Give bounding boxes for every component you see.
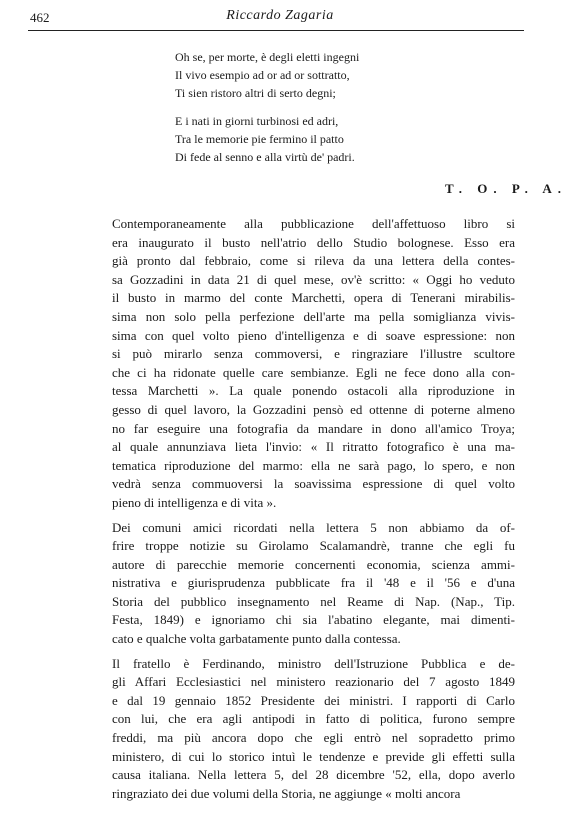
page-header: [30, 6, 530, 28]
text-line: e dal 19 gennaio 1852 Presidente dei ministri. I rapporti di Carlo: [112, 692, 515, 708]
poem: [175, 48, 359, 176]
text-line: tessa Marchetti ». La quale ponendo ostacoli alla riproduzione in: [112, 383, 515, 399]
text-line: frire troppe notizie su Girolamo Scalamandrè, tranne che egli fu: [112, 538, 515, 554]
text-line: pieno di intelligenza e di vita ».: [112, 494, 277, 510]
header-rule: [28, 30, 524, 31]
text-line: che ci ha ridonate quelle care sembianze. Egli ne fece dono alla con-: [112, 364, 515, 380]
text-line: tematica riproduzione del marmo: ella ne sarà pago, lo spero, e non: [112, 457, 515, 473]
paragraph: [90, 215, 515, 513]
poem-line: Oh se, per morte, è degli eletti ingegni: [175, 50, 360, 64]
page-number: 462: [30, 10, 50, 25]
poem-line: E i nati in giorni turbinosi ed adri,: [175, 114, 339, 128]
paragraph: [90, 519, 515, 649]
text-line: Dei comuni amici ricordati nella lettera 5 non abbiamo da of-: [112, 519, 515, 535]
poem-stanza: [175, 48, 359, 102]
text-line: già pronto dal febbraio, come si rileva da una lettera della contes-: [112, 253, 515, 269]
text-line: no far eseguire una fotografia da mandare in dono all'amico Troya;: [112, 420, 515, 436]
text-line: era inaugurato il busto nell'atrio dello Studio bolognese. Esso era: [112, 234, 515, 250]
text-line: autore di parecchie memorie concernenti economia, scienza ammi-: [112, 556, 515, 572]
text-line: ringraziato dei due volumi della Storia, ne aggiunge « molti ancora: [112, 785, 461, 801]
text-line: sima non solo pella perfezione dell'arte ma pella somiglianza vivis-: [112, 308, 515, 324]
paragraph: [90, 655, 515, 804]
poem-stanza: [175, 112, 359, 166]
poem-signature: T. O. P. A.: [445, 181, 567, 196]
text-line: sima con quel volto pieno d'intelligenza e di soave espressione: non: [112, 327, 515, 343]
text-line: Contemporaneamente alla pubblicazione dell'affettuoso libro si: [112, 216, 515, 231]
poem-line: Ti sien ristoro altri di serto degni;: [175, 86, 336, 100]
text-line: Il fratello è Ferdinando, ministro dell'Istruzione Pubblica e de-: [112, 655, 515, 671]
text-line: cato e qualche volta garbatamente punto dalla contessa.: [112, 631, 401, 647]
text-line: il busto in marmo del conte Marchetti, opera di Tenerani mirabilis-: [112, 290, 515, 306]
poem-line: Il vivo esempio ad or ad or sottratto,: [175, 68, 350, 82]
text-line: vedrà senza commuoversi la soavissima espressione di quel volto: [112, 476, 515, 492]
text-line: nistrativa e giurisprudenza pubblicate fra il '48 e il '56 e d'una: [112, 575, 515, 591]
text-line: sa Gozzadini in data 21 di quel mese, ov'è scritto: « Oggi ho veduto: [112, 271, 515, 287]
text-line: freddi, ma più ancora dopo che egli entrò nel sopradetto primo: [112, 730, 515, 746]
text-line: Festa, 1849) e ignoriamo chi sia l'abatino elegante, mai dimenti-: [112, 612, 515, 628]
text-line: al quale annunziava lieta l'invio: « Il ritratto fotografico è una ma-: [112, 439, 515, 455]
text-line: causa italiana. Nella lettera 5, del 28 dicembre '52, ella, dopo averlo: [112, 767, 515, 783]
text-line: ministero, di cui lo storico intuì le tendenze e previde gli effetti sulla: [112, 748, 515, 764]
running-head: Riccardo Zagaria: [226, 8, 334, 23]
text-line: gli Affari Ecclesiastici nel ministero reazionario del 7 agosto 1849: [112, 674, 515, 690]
text-line: Storia del pubblico insegnamento nel Reame di Nap. (Nap., Tip.: [112, 593, 515, 609]
poem-line: Tra le memorie pie fermino il patto: [175, 132, 344, 146]
body-text: [90, 215, 515, 803]
text-line: si può mirarlo senza commoversi, e ringraziare l'illustre scultore: [112, 346, 515, 362]
text-line: gesso di quel lavoro, la Gozzadini pensò ed ottenne di poterne almeno: [112, 401, 515, 417]
poem-line: Di fede al senno e alla virtù de' padri.: [175, 150, 355, 164]
text-line: con lui, che era agli antipodi in fatto di politica, furono sempre: [112, 711, 515, 727]
